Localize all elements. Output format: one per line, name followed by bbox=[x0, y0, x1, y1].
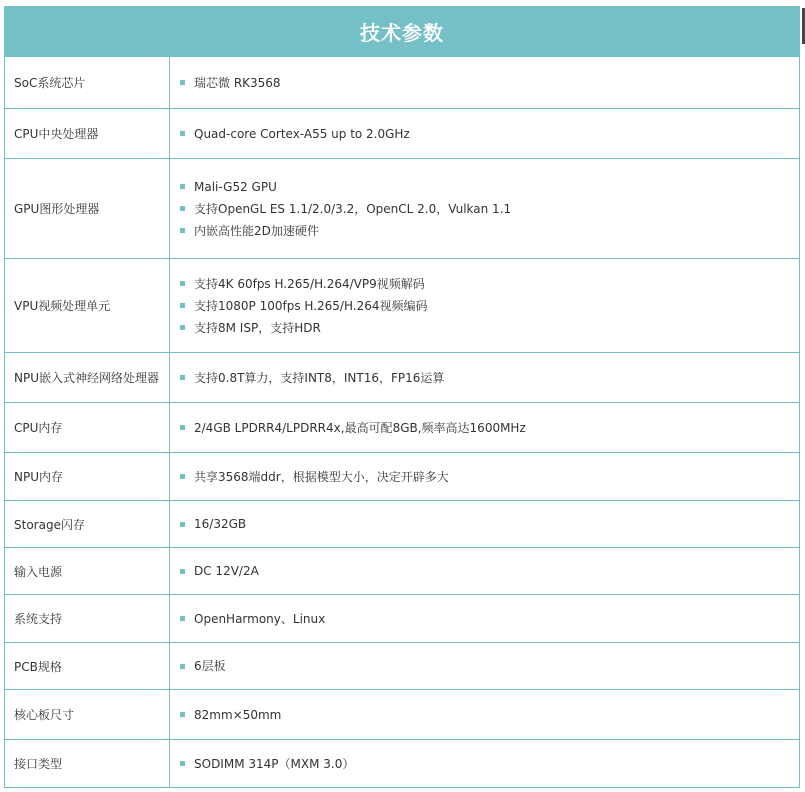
table-title: 技术参数 bbox=[5, 7, 799, 56]
bullet-icon bbox=[180, 228, 185, 233]
row-label: VPU视频处理单元 bbox=[5, 259, 170, 352]
row-label: 系统支持 bbox=[5, 595, 170, 642]
value-text: 2/4GB LPDRR4/LPDRR4x,最高可配8GB,频率高达1600MHz bbox=[194, 420, 526, 435]
row-label: PCB规格 bbox=[5, 643, 170, 689]
value-item bbox=[180, 123, 799, 145]
value-text: 6层板 bbox=[194, 659, 226, 673]
value-text: 支持8M ISP，支持HDR bbox=[194, 320, 321, 335]
row-value-cell bbox=[170, 403, 799, 452]
table-row bbox=[5, 689, 799, 739]
value-item bbox=[180, 367, 799, 389]
value-item bbox=[180, 753, 799, 775]
table-row bbox=[5, 258, 799, 352]
value-item bbox=[180, 608, 799, 630]
table-row bbox=[5, 56, 799, 108]
bullet-icon bbox=[180, 206, 185, 211]
value-item bbox=[180, 560, 799, 582]
row-value-cell bbox=[170, 548, 799, 594]
value-item bbox=[180, 273, 799, 295]
table-row bbox=[5, 500, 799, 547]
bullet-icon bbox=[180, 522, 185, 527]
bullet-icon bbox=[180, 474, 185, 479]
bullet-icon bbox=[180, 131, 185, 136]
value-item bbox=[180, 72, 799, 94]
value-item bbox=[180, 704, 799, 726]
row-label: 接口类型 bbox=[5, 740, 170, 787]
bullet-icon bbox=[180, 761, 185, 766]
value-text: Mali-G52 GPU bbox=[194, 179, 277, 194]
value-text: OpenHarmony、Linux bbox=[194, 611, 326, 626]
table-row bbox=[5, 158, 799, 258]
bullet-icon bbox=[180, 664, 185, 669]
table-row bbox=[5, 108, 799, 158]
table-row bbox=[5, 547, 799, 594]
row-value-cell bbox=[170, 353, 799, 402]
bullet-icon bbox=[180, 303, 185, 308]
value-text: 16/32GB bbox=[194, 517, 247, 531]
table-row bbox=[5, 352, 799, 402]
value-text: 支持4K 60fps H.265/H.264/VP9视频解码 bbox=[194, 276, 425, 291]
bullet-icon bbox=[180, 80, 185, 85]
value-text: SODIMM 314P（MXM 3.0） bbox=[194, 756, 355, 771]
row-value-cell bbox=[170, 453, 799, 500]
bullet-icon bbox=[180, 281, 185, 286]
row-value-cell bbox=[170, 501, 799, 547]
row-label: CPU内存 bbox=[5, 403, 170, 452]
value-item bbox=[180, 466, 799, 488]
spec-table bbox=[4, 6, 800, 788]
row-label: NPU嵌入式神经网络处理器 bbox=[5, 353, 170, 402]
bullet-icon bbox=[180, 712, 185, 717]
row-value-cell bbox=[170, 109, 799, 158]
value-text: 瑞芯微 RK3568 bbox=[194, 75, 281, 90]
table-row bbox=[5, 642, 799, 689]
row-label: 输入电源 bbox=[5, 548, 170, 594]
value-text: 支持1080P 100fps H.265/H.264视频编码 bbox=[194, 298, 428, 313]
table-body bbox=[5, 56, 799, 787]
value-text: 内嵌高性能2D加速硬件 bbox=[194, 223, 319, 238]
bullet-icon bbox=[180, 184, 185, 189]
table-row bbox=[5, 402, 799, 452]
row-label: SoC系统芯片 bbox=[5, 57, 170, 108]
table-row bbox=[5, 739, 799, 787]
row-label: CPU中央处理器 bbox=[5, 109, 170, 158]
row-label: GPU图形处理器 bbox=[5, 159, 170, 258]
value-text: Quad-core Cortex-A55 up to 2.0GHz bbox=[194, 126, 410, 141]
value-item bbox=[180, 417, 799, 439]
value-item bbox=[180, 655, 799, 677]
value-item bbox=[180, 220, 799, 242]
bullet-icon bbox=[180, 425, 185, 430]
row-label: Storage闪存 bbox=[5, 501, 170, 547]
value-item bbox=[180, 176, 799, 198]
row-value-cell bbox=[170, 259, 799, 352]
bullet-icon bbox=[180, 375, 185, 380]
bullet-icon bbox=[180, 569, 185, 574]
value-item bbox=[180, 295, 799, 317]
row-value-cell bbox=[170, 740, 799, 787]
table-row bbox=[5, 452, 799, 500]
row-value-cell bbox=[170, 57, 799, 108]
row-value-cell bbox=[170, 595, 799, 642]
bullet-icon bbox=[180, 325, 185, 330]
row-value-cell bbox=[170, 690, 799, 739]
table-row bbox=[5, 594, 799, 642]
row-label: NPU内存 bbox=[5, 453, 170, 500]
value-text: 共享3568端ddr，根据模型大小，决定开辟多大 bbox=[194, 469, 449, 484]
value-item bbox=[180, 198, 799, 220]
bullet-icon bbox=[180, 616, 185, 621]
row-label: 核心板尺寸 bbox=[5, 690, 170, 739]
value-text: DC 12V/2A bbox=[194, 564, 259, 578]
row-value-cell bbox=[170, 643, 799, 689]
value-text: 支持OpenGL ES 1.1/2.0/3.2，OpenCL 2.0，Vulkan 1.1 bbox=[194, 201, 512, 216]
row-value-cell bbox=[170, 159, 799, 258]
value-text: 82mm×50mm bbox=[194, 707, 282, 722]
value-item bbox=[180, 317, 799, 339]
value-item bbox=[180, 513, 799, 535]
value-text: 支持0.8T算力，支持INT8，INT16，FP16运算 bbox=[194, 370, 445, 385]
